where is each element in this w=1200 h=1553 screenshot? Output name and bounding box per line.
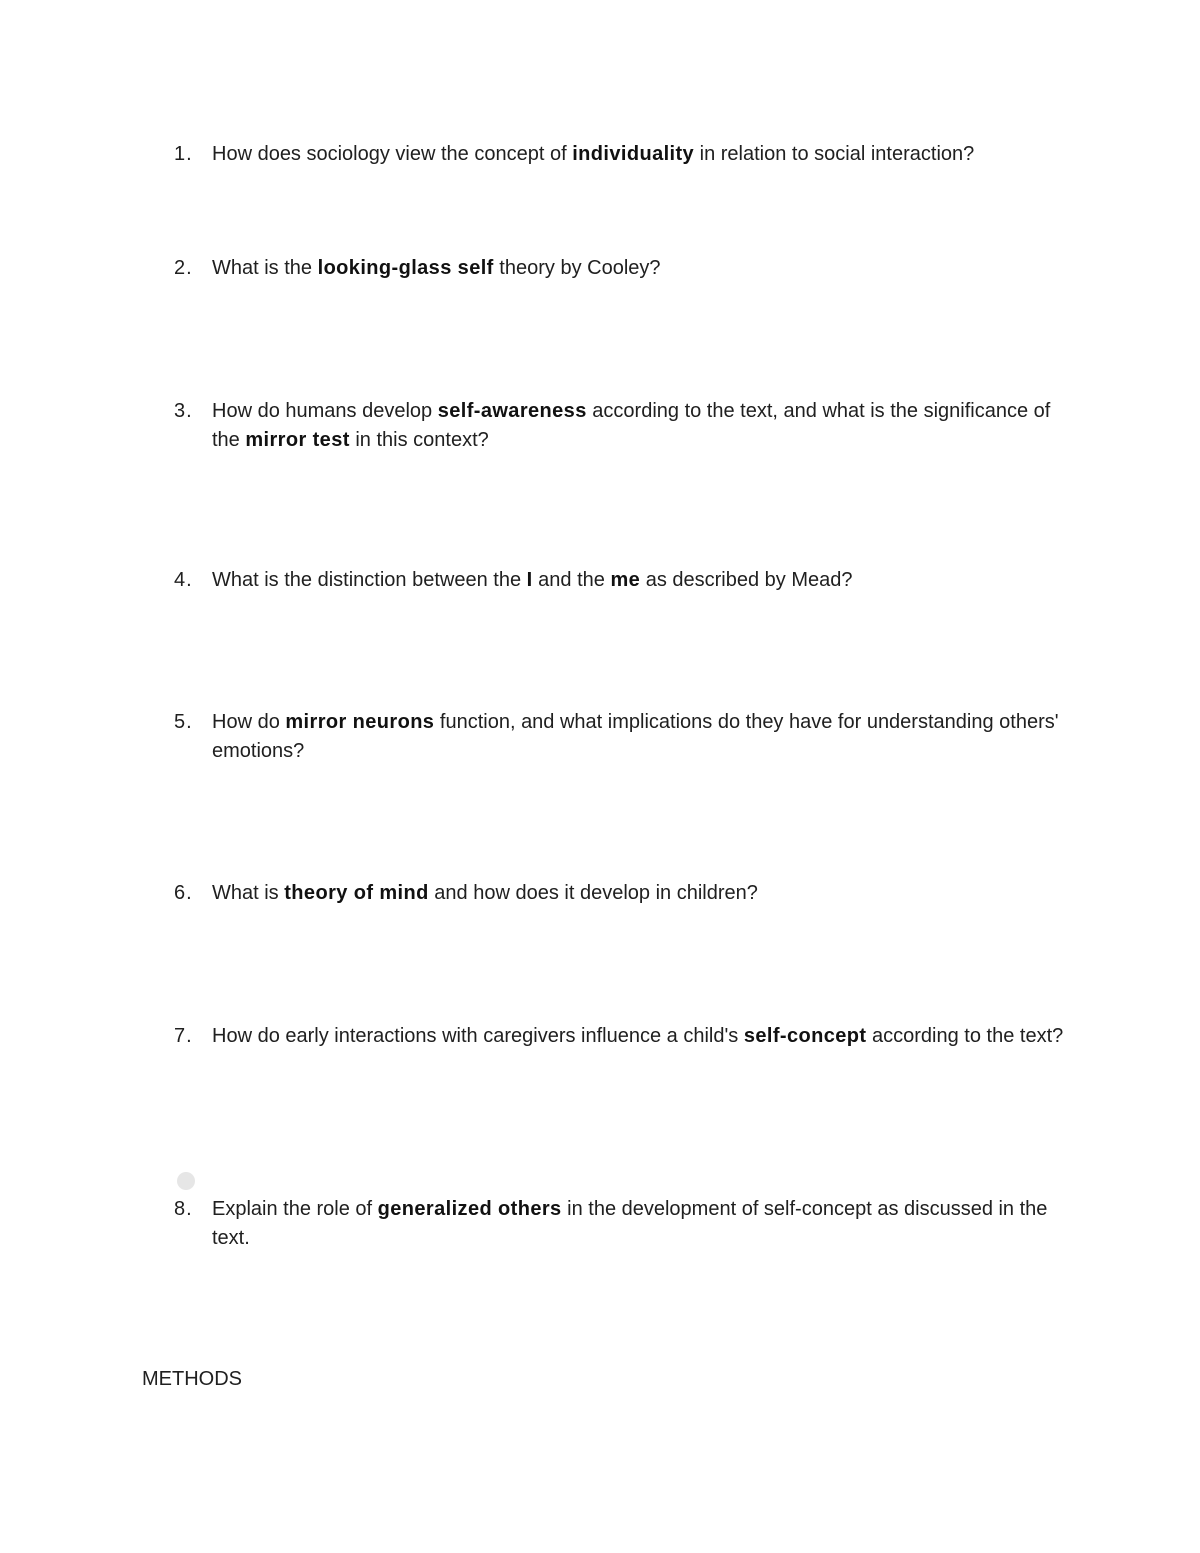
question-number: 8.: [174, 1198, 193, 1220]
question-text-segment: according to the text?: [866, 1025, 1064, 1047]
key-term: self-concept: [743, 1025, 867, 1047]
question-text: [212, 566, 1074, 595]
question-text-segment: What is the: [212, 257, 318, 279]
question-text: [212, 708, 1074, 766]
question-item-2: [174, 254, 1074, 283]
question-text-segment: How do humans develop: [212, 400, 438, 422]
question-text-segment: in the development of self-concept as discussed in the text.: [212, 1198, 1048, 1249]
question-item-7: [174, 1022, 1074, 1051]
question-text-segment: How do: [212, 711, 286, 733]
question-text-segment: What is the distinction between the: [212, 569, 527, 591]
question-item-5: [174, 708, 1074, 766]
question-text-segment: What is: [212, 882, 285, 904]
question-text: [212, 140, 1074, 169]
key-term: self-awareness: [437, 400, 587, 422]
question-text: [212, 879, 1074, 908]
comment-marker-icon[interactable]: [177, 1172, 195, 1190]
key-term: individuality: [572, 143, 695, 165]
question-text-segment: according to the text, and what is the significance of the: [212, 400, 1051, 451]
question-number: 4.: [174, 569, 193, 591]
question-number: 5.: [174, 711, 193, 733]
question-text-segment: Explain the role of: [212, 1198, 378, 1220]
question-text: [212, 397, 1074, 455]
question-number: 2.: [174, 257, 193, 279]
question-text-segment: in relation to social interaction?: [694, 143, 975, 165]
key-term: mirror neurons: [285, 711, 435, 733]
question-text-segment: and the: [532, 569, 611, 591]
question-text-segment: theory by Cooley?: [493, 257, 661, 279]
question-text-segment: as described by Mead?: [640, 569, 853, 591]
question-text: [212, 1022, 1074, 1051]
question-text-segment: in this context?: [349, 429, 489, 451]
question-text-segment: How do early interactions with caregivers influence a child's: [212, 1025, 744, 1047]
question-text-segment: and how does it develop in children?: [428, 882, 758, 904]
section-heading: METHODS: [142, 1368, 242, 1390]
question-text: [212, 1195, 1074, 1253]
question-number: 7.: [174, 1025, 193, 1047]
question-number: 1.: [174, 143, 193, 165]
question-number: 3.: [174, 400, 193, 422]
key-term: theory of mind: [284, 882, 429, 904]
question-text: [212, 254, 1074, 283]
question-item-4: [174, 566, 1074, 595]
question-item-6: [174, 879, 1074, 908]
key-term: I: [526, 569, 533, 591]
key-term: looking-glass self: [317, 257, 494, 279]
question-text-segment: How does sociology view the concept of: [212, 143, 573, 165]
key-term: mirror test: [245, 429, 350, 451]
question-item-8: [174, 1195, 1074, 1253]
key-term: me: [610, 569, 641, 591]
key-term: generalized others: [377, 1198, 562, 1220]
question-item-1: [174, 140, 1074, 169]
question-text-segment: function, and what implications do they have for understanding others' emotions?: [212, 711, 1059, 762]
question-number: 6.: [174, 882, 193, 904]
question-item-3: [174, 397, 1074, 455]
